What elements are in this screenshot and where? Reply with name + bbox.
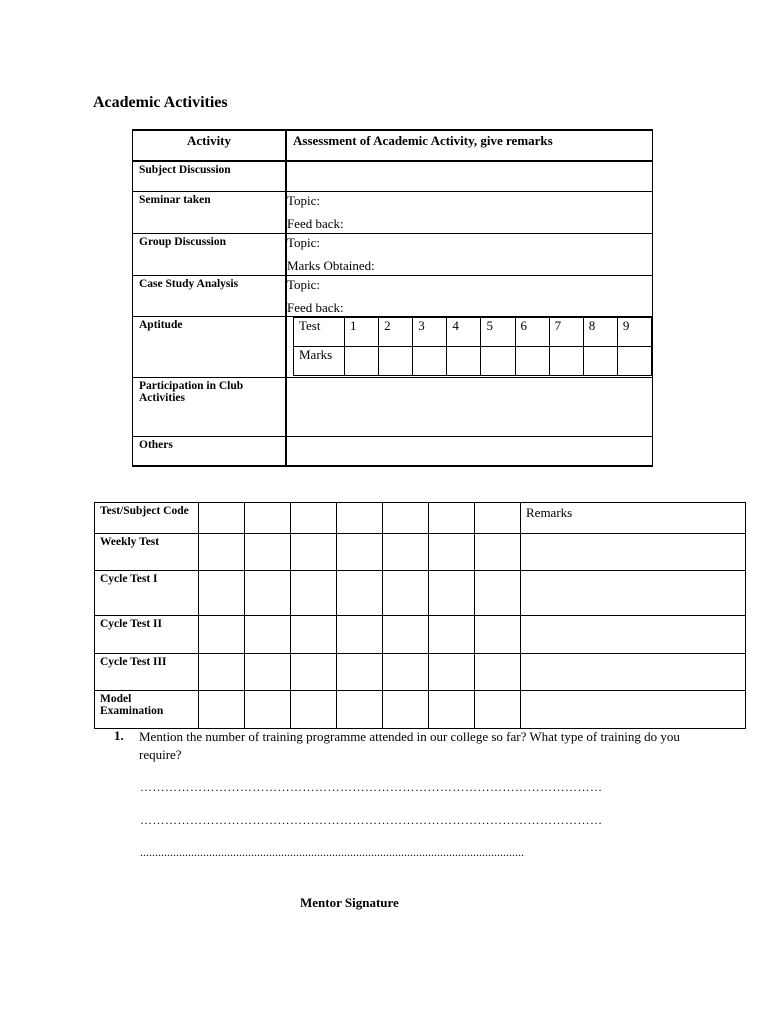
aptitude-mark-2[interactable] bbox=[379, 346, 413, 375]
academic-activities-table bbox=[132, 129, 653, 467]
page-title: Academic Activities bbox=[93, 94, 228, 111]
score-cell[interactable] bbox=[199, 571, 245, 616]
row-weekly-test: Weekly Test bbox=[95, 534, 199, 571]
tests-table bbox=[94, 502, 746, 729]
row-cycle-test-3: Cycle Test III bbox=[95, 654, 199, 691]
case-topic-label: Topic: bbox=[287, 276, 321, 292]
row-model-examination: Model Examination bbox=[95, 691, 199, 729]
club-activities-remarks[interactable] bbox=[286, 377, 653, 436]
score-cell[interactable] bbox=[429, 534, 475, 571]
score-cell[interactable] bbox=[291, 534, 337, 571]
row-cycle-test-1: Cycle Test I bbox=[95, 571, 199, 616]
subject-code-cell[interactable] bbox=[199, 503, 245, 534]
aptitude-mark-5[interactable] bbox=[481, 346, 515, 375]
score-cell[interactable] bbox=[291, 571, 337, 616]
score-cell[interactable] bbox=[245, 654, 291, 691]
score-cell[interactable] bbox=[199, 654, 245, 691]
aptitude-mark-9[interactable] bbox=[617, 346, 651, 375]
remarks-cell[interactable] bbox=[521, 571, 746, 616]
case-study-remarks[interactable] bbox=[286, 275, 653, 316]
score-cell[interactable] bbox=[337, 571, 383, 616]
question-number: 1. bbox=[114, 728, 124, 743]
score-cell[interactable] bbox=[291, 691, 337, 729]
remarks-cell[interactable] bbox=[521, 691, 746, 729]
score-cell[interactable] bbox=[475, 616, 521, 654]
score-cell[interactable] bbox=[429, 654, 475, 691]
mentor-signature: Mentor Signature bbox=[300, 895, 399, 910]
subject-code-cell[interactable] bbox=[337, 503, 383, 534]
score-cell[interactable] bbox=[245, 534, 291, 571]
row-cycle-test-2: Cycle Test II bbox=[95, 616, 199, 654]
row-case-study: Case Study Analysis bbox=[133, 275, 287, 316]
tests-header: Test/Subject Code bbox=[95, 503, 199, 534]
aptitude-test-7: 7 bbox=[549, 317, 583, 346]
score-cell[interactable] bbox=[475, 571, 521, 616]
aptitude-mark-1[interactable] bbox=[345, 346, 379, 375]
aptitude-test-5: 5 bbox=[481, 317, 515, 346]
row-group-discussion: Group Discussion bbox=[133, 233, 287, 275]
score-cell[interactable] bbox=[383, 691, 429, 729]
score-cell[interactable] bbox=[291, 616, 337, 654]
aptitude-test-1: 1 bbox=[345, 317, 379, 346]
score-cell[interactable] bbox=[429, 571, 475, 616]
subject-code-cell[interactable] bbox=[429, 503, 475, 534]
aptitude-mark-6[interactable] bbox=[515, 346, 549, 375]
subject-code-cell[interactable] bbox=[475, 503, 521, 534]
score-cell[interactable] bbox=[291, 654, 337, 691]
answer-line-1[interactable]: ………………………………………………………………………………………………… bbox=[140, 780, 603, 794]
row-subject-discussion: Subject Discussion bbox=[133, 161, 287, 191]
header-assessment: Assessment of Academic Activity, give remarks bbox=[286, 130, 653, 161]
seminar-remarks[interactable] bbox=[286, 191, 653, 233]
score-cell[interactable] bbox=[337, 691, 383, 729]
row-others: Others bbox=[133, 436, 287, 466]
subject-code-cell[interactable] bbox=[383, 503, 429, 534]
aptitude-test-label: Test bbox=[294, 317, 345, 346]
question-text: Mention the number of training programme attended in our college so far? What type of training do you require? bbox=[139, 729, 680, 762]
group-topic-label: Topic: bbox=[287, 234, 321, 250]
aptitude-marks-label: Marks bbox=[294, 346, 345, 375]
score-cell[interactable] bbox=[475, 654, 521, 691]
aptitude-test-9: 9 bbox=[617, 317, 651, 346]
aptitude-test-4: 4 bbox=[447, 317, 481, 346]
answer-line-3[interactable]: ................................................................................................................................ bbox=[140, 845, 524, 859]
remarks-cell[interactable] bbox=[521, 616, 746, 654]
header-activity: Activity bbox=[133, 130, 287, 161]
row-seminar-taken: Seminar taken bbox=[133, 191, 287, 233]
score-cell[interactable] bbox=[475, 691, 521, 729]
case-feedback-label: Feed back: bbox=[287, 299, 344, 315]
score-cell[interactable] bbox=[337, 654, 383, 691]
aptitude-mark-8[interactable] bbox=[583, 346, 617, 375]
aptitude-cell bbox=[286, 316, 653, 377]
aptitude-mark-3[interactable] bbox=[413, 346, 447, 375]
score-cell[interactable] bbox=[383, 654, 429, 691]
row-aptitude: Aptitude bbox=[133, 316, 287, 377]
score-cell[interactable] bbox=[337, 616, 383, 654]
remarks-header: Remarks bbox=[521, 503, 746, 534]
remarks-cell[interactable] bbox=[521, 654, 746, 691]
seminar-feedback-label: Feed back: bbox=[287, 215, 344, 231]
score-cell[interactable] bbox=[383, 571, 429, 616]
subject-discussion-remarks[interactable] bbox=[286, 161, 653, 191]
score-cell[interactable] bbox=[429, 691, 475, 729]
aptitude-mark-7[interactable] bbox=[549, 346, 583, 375]
score-cell[interactable] bbox=[199, 534, 245, 571]
row-club-activities: Participation in Club Activities bbox=[133, 377, 287, 436]
score-cell[interactable] bbox=[199, 691, 245, 729]
remarks-cell[interactable] bbox=[521, 534, 746, 571]
score-cell[interactable] bbox=[475, 534, 521, 571]
aptitude-test-3: 3 bbox=[413, 317, 447, 346]
score-cell[interactable] bbox=[337, 534, 383, 571]
aptitude-test-2: 2 bbox=[379, 317, 413, 346]
score-cell[interactable] bbox=[245, 691, 291, 729]
group-marks-label: Marks Obtained: bbox=[287, 257, 375, 273]
group-discussion-remarks[interactable] bbox=[286, 233, 653, 275]
aptitude-grid bbox=[293, 317, 652, 376]
aptitude-test-8: 8 bbox=[583, 317, 617, 346]
aptitude-test-6: 6 bbox=[515, 317, 549, 346]
score-cell[interactable] bbox=[245, 616, 291, 654]
score-cell[interactable] bbox=[199, 616, 245, 654]
subject-code-cell[interactable] bbox=[245, 503, 291, 534]
subject-code-cell[interactable] bbox=[291, 503, 337, 534]
answer-line-2[interactable]: ………………………………………………………………………………………………… bbox=[140, 813, 603, 827]
score-cell[interactable] bbox=[245, 571, 291, 616]
others-remarks[interactable] bbox=[286, 436, 653, 466]
seminar-topic-label: Topic: bbox=[287, 192, 321, 208]
score-cell[interactable] bbox=[383, 534, 429, 571]
aptitude-mark-4[interactable] bbox=[447, 346, 481, 375]
score-cell[interactable] bbox=[383, 616, 429, 654]
score-cell[interactable] bbox=[429, 616, 475, 654]
